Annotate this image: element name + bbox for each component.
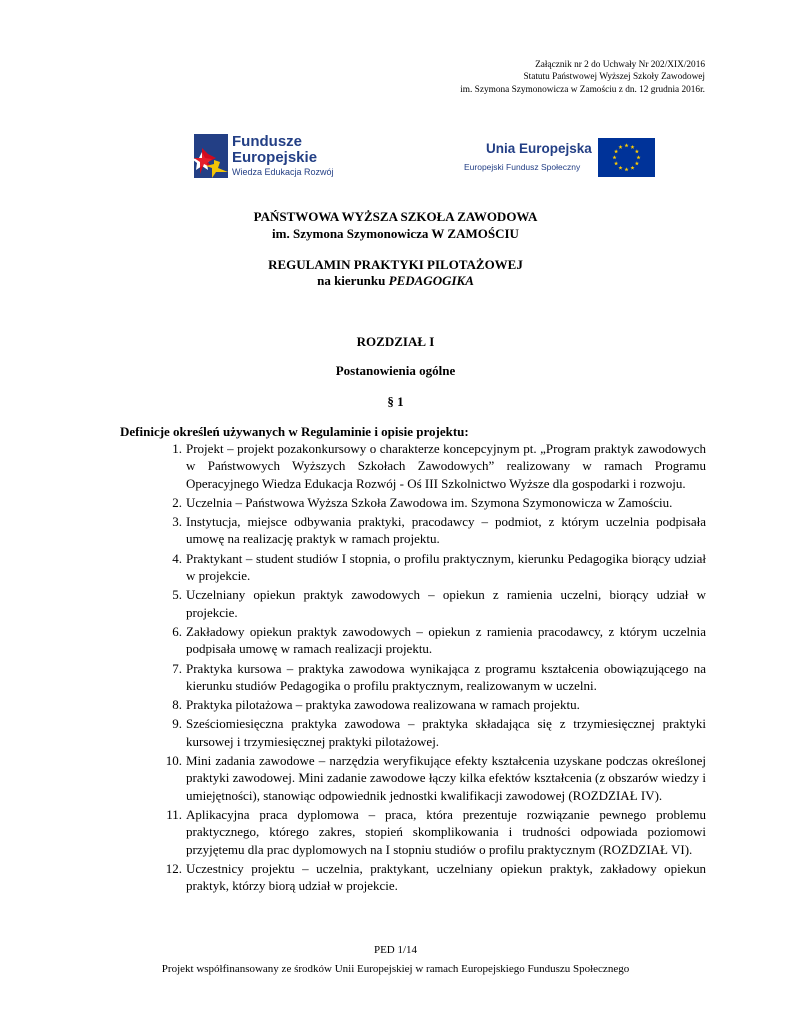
list-item — [172, 696, 706, 713]
annex-note — [305, 59, 705, 96]
annex-line: Załącznik nr 2 do Uchwały Nr 202/XIX/2016 — [535, 60, 705, 70]
subtitle-field: PEDAGOGIKA — [388, 273, 474, 288]
item-number: 11. — [166, 806, 182, 822]
item-number: 9. — [172, 716, 182, 732]
school-name-line2: im. Szymona Szymonowicza W ZAMOŚCIU — [272, 226, 519, 241]
item-text: Uczelnia – Państwowa Wyższa Szkoła Zawodowa im. Szymona Szymonowicza w Zamościu. — [186, 494, 673, 510]
fundusze-europejskie-logo — [194, 132, 364, 180]
item-number: 8. — [172, 697, 182, 713]
item-text: Mini zadania zawodowe – narzędzia weryfikujące efekty kształcenia uzyskane podczas określonej praktyki zawodowej. Mini zadanie zawodowe łączy kilka efektów kształcenia (z obszarów wiedzy i umiejętności), stanowiąc odpowiednik jednostki kwalifikacji zawodowej (ROZDZIAŁ IV). — [186, 753, 706, 803]
item-number: 2. — [172, 494, 182, 510]
item-number: 6. — [172, 623, 182, 639]
item-text: Zakładowy opiekun praktyk zawodowych – opiekun z ramienia pracodawcy, z którym uczelnia podpisała umowę w ramach realizacji projektu. — [186, 623, 706, 657]
annex-line: Statutu Państwowej Wyższej Szkoły Zawodowej — [523, 72, 705, 83]
list-item — [172, 513, 706, 548]
item-number: 4. — [172, 550, 182, 566]
item-text: Praktyka kursowa – praktyka zawodowa wynikająca z programu kształcenia obowiązującego na kierunku studiów Pedagogika o profilu praktycznym, realizowanym w uczelni. — [186, 660, 706, 693]
fe-line2: Europejskie — [232, 149, 318, 166]
item-number: 5. — [172, 587, 182, 603]
list-item — [172, 660, 706, 695]
list-item — [166, 806, 706, 858]
item-text: Praktykant – student studiów I stopnia, o profilu praktycznym, kierunku Pedagogika biorący udział w projekcie. — [186, 550, 706, 584]
list-item — [172, 586, 706, 621]
ue-line2: Europejski Fundusz Społeczny — [464, 162, 581, 172]
ue-line1: Unia Europejska — [486, 141, 592, 156]
list-item — [172, 440, 706, 492]
item-text: Projekt – projekt pozakonkursowy o charakterze koncepcyjnym pt. „Program praktyk zawodowych w Państwowych Wyższych Szkołach Zawodowych” realizowany w ramach Programu Operacyjnego Wiedza Edukacja Rozwój - Oś III Szkolnictwo Wyższe dla gospodarki i rozwoju. — [186, 441, 706, 491]
item-number: 10. — [165, 753, 182, 769]
item-text: Uczelniany opiekun praktyk zawodowych – opiekun z ramienia uczelni, biorący udział w projekcie. — [186, 587, 706, 620]
item-text: Instytucja, miejsce odbywania praktyki, pracodawcy – podmiot, z którym uczelnia podpisała umowę na realizację praktyk w ramach projektu. — [186, 514, 706, 547]
regulation-subtitle — [0, 272, 791, 289]
subtitle-prefix: na kierunku — [317, 273, 389, 288]
item-text: Praktyka pilotażowa – praktyka zawodowa realizowana w ramach projektu. — [186, 697, 580, 713]
fe-star-icon — [194, 134, 228, 178]
chapter-heading: ROZDZIAŁ I — [356, 334, 435, 349]
list-item — [172, 494, 706, 511]
annex-line: im. Szymona Szymonowicza w Zamościu z dn. 12 grudnia 2016r. — [460, 84, 705, 95]
list-item — [172, 550, 706, 585]
definitions-list — [165, 440, 706, 896]
item-number: 7. — [172, 660, 182, 676]
paragraph-mark: § 1 — [387, 394, 404, 409]
item-number: 3. — [172, 514, 182, 530]
definitions-heading: Definicje określeń używanych w Regulaminie i opisie projektu: — [120, 424, 469, 439]
item-text: Uczestnicy projektu – uczelnia, praktykant, uczelniany opiekun praktyk, zakładowy opiekun praktyk, którzy biorą udział w projekcie. — [186, 860, 706, 894]
list-item — [172, 715, 706, 750]
unia-europejska-logo — [462, 138, 662, 180]
fe-line3: Wiedza Edukacja Rozwój — [232, 167, 334, 177]
cofinancing-note: Projekt współfinansowany ze środków Unii Europejskiej w ramach Europejskiego Funduszu Społecznego — [161, 963, 630, 975]
list-item — [165, 860, 706, 895]
item-number: 12. — [165, 860, 182, 876]
item-text: Sześciomiesięczna praktyka zawodowa – praktyka składająca się z trzymiesięcznej praktyki kursowej i trzymiesięcznej praktyki pilotażowej. — [186, 716, 706, 749]
item-number: 1. — [172, 441, 182, 456]
fe-line1: Fundusze — [232, 133, 302, 150]
regulation-title: REGULAMIN PRAKTYKI PILOTAŻOWEJ — [268, 257, 523, 272]
list-item — [172, 623, 706, 658]
page-number: PED 1/14 — [373, 944, 418, 956]
eu-flag-icon — [598, 138, 655, 177]
item-text: Aplikacyjna praca dyplomowa – praca, która prezentuje rozwiązanie pewnego problemu praktycznego, którego zakres, stopień skomplikowania i trudności odpowiada poziomowi przyjętemu dla prac dyplomowych na I stopniu studiów o profilu praktycznym (ROZDZIAŁ VI). — [186, 806, 706, 857]
school-name-line1: PAŃSTWOWA WYŻSZA SZKOŁA ZAWODOWA — [253, 209, 538, 224]
chapter-title: Postanowienia ogólne — [335, 363, 456, 378]
list-item — [165, 752, 706, 804]
